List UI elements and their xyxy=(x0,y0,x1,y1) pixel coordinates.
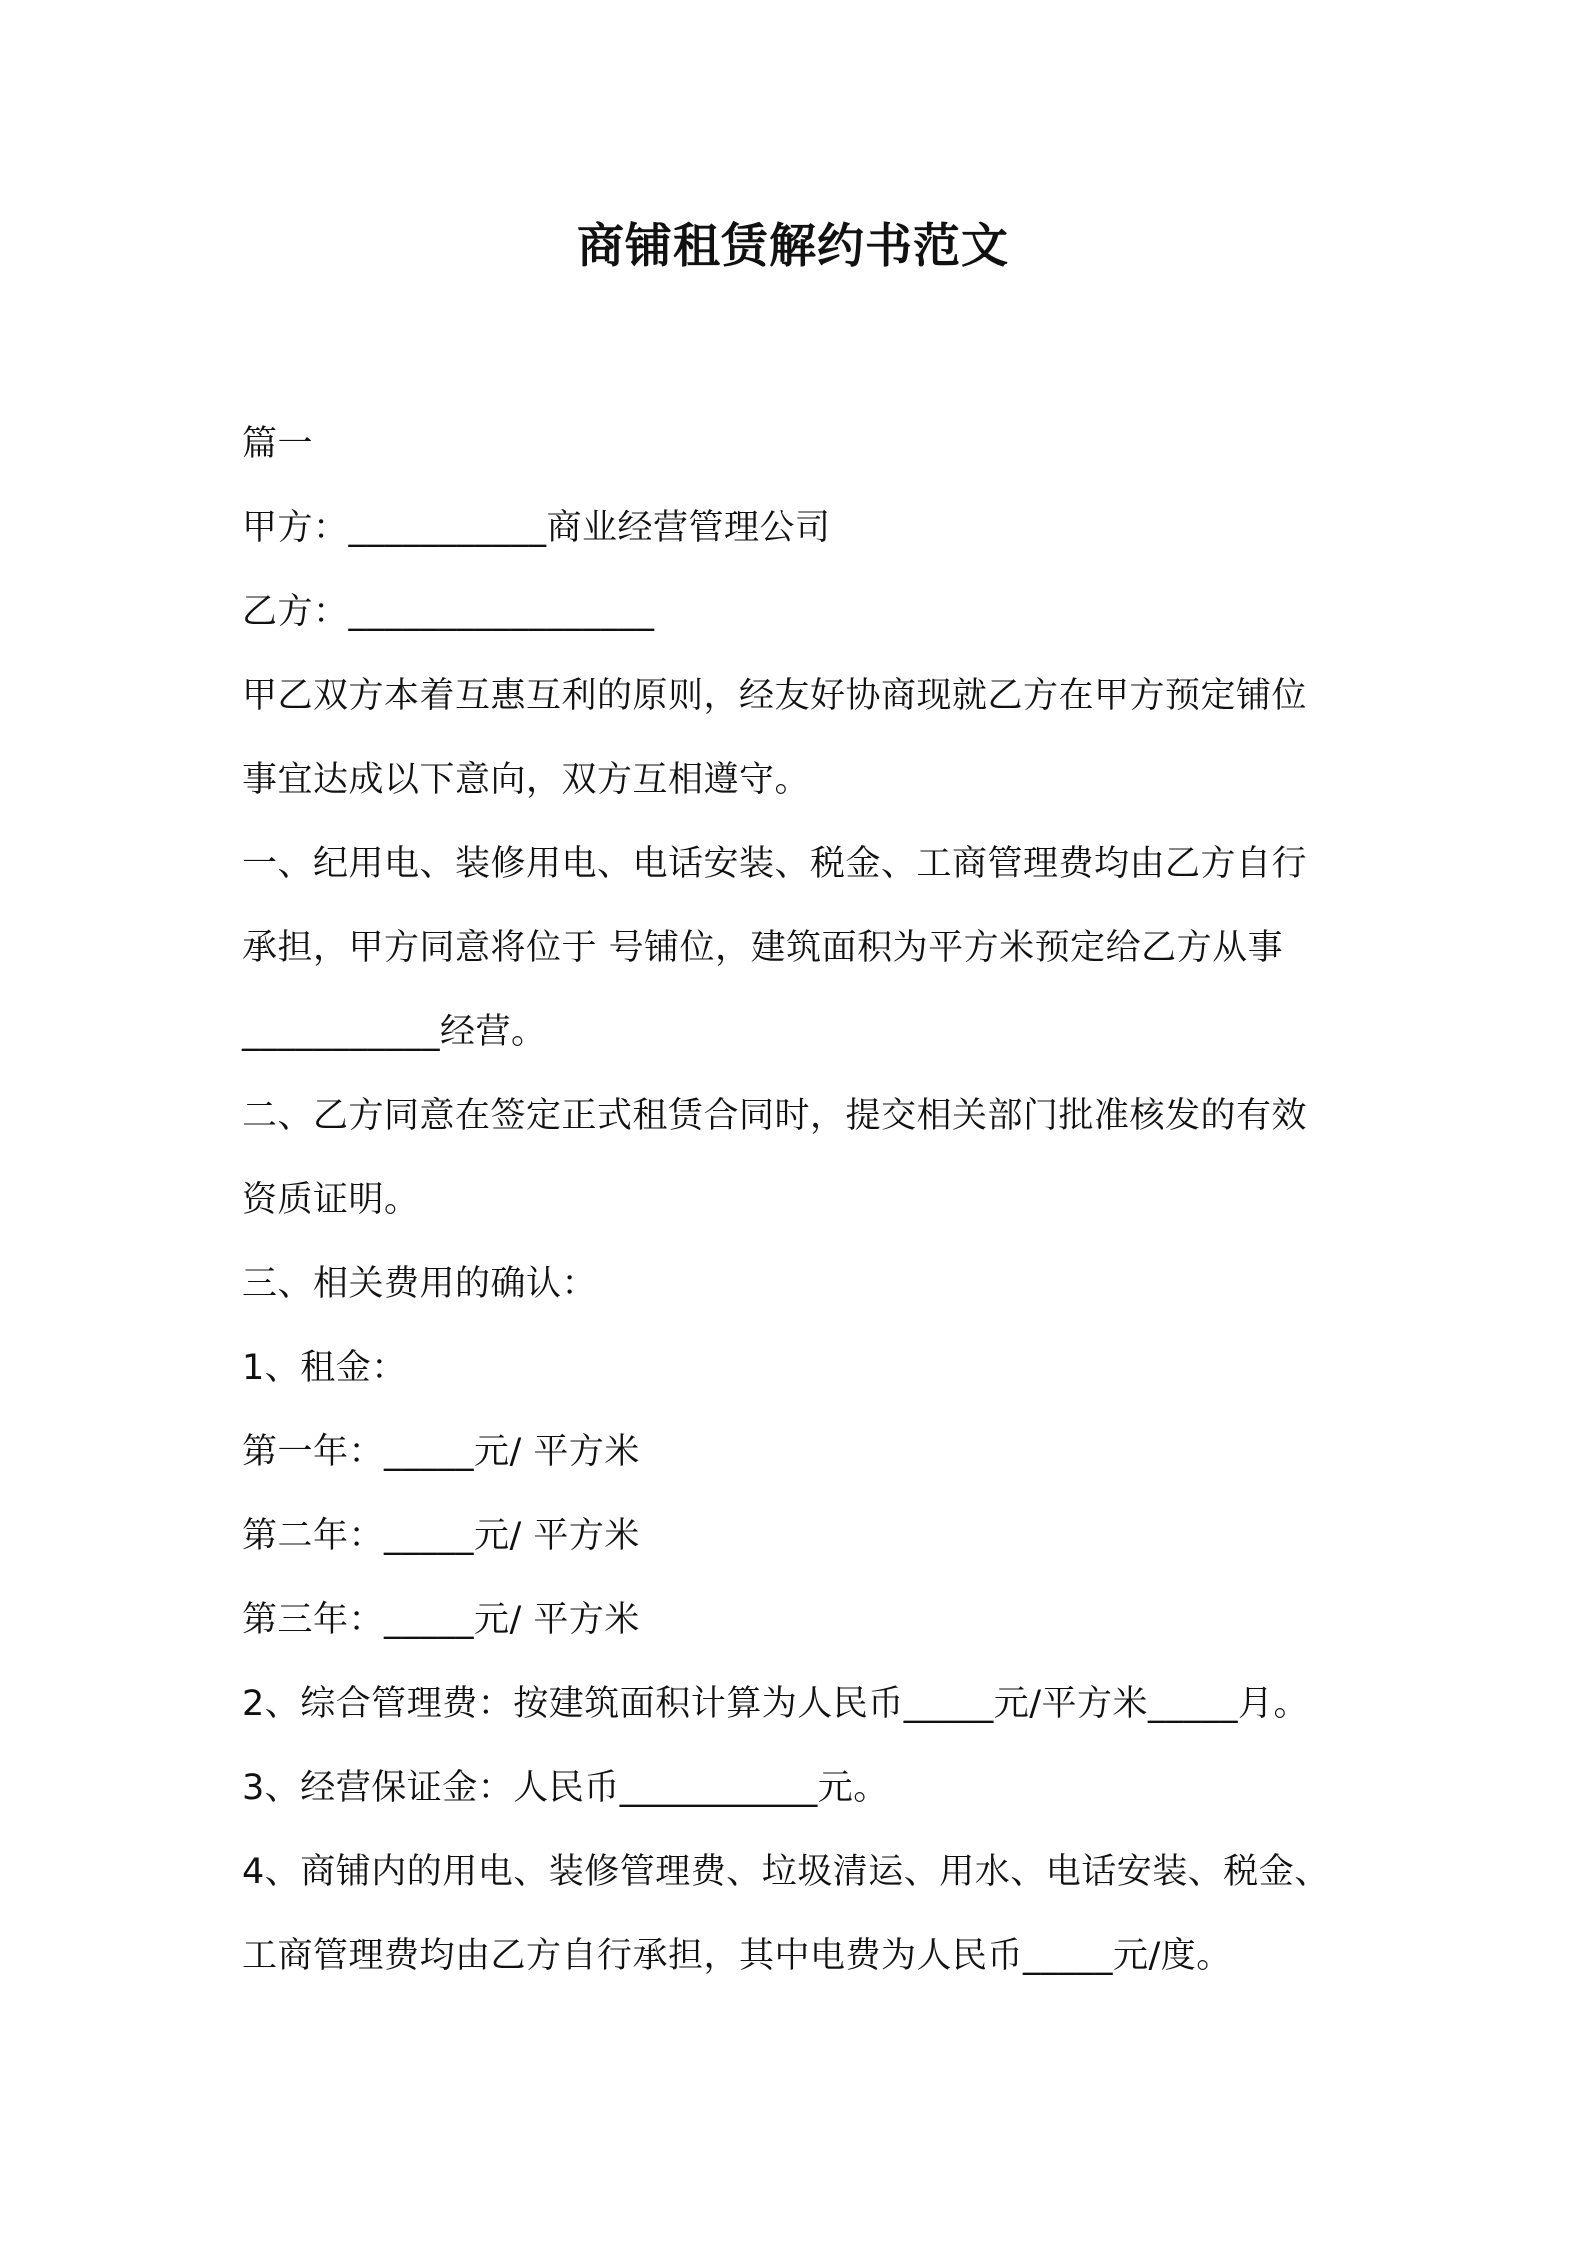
clause-2-line-1: 二、乙方同意在签定正式租赁合同时，提交相关部门批准核发的有效 xyxy=(242,1096,1308,1136)
rent-year-3: 第三年：_____元/ 平方米 xyxy=(242,1600,640,1640)
clause-1-line-1: 一、纪用电、装修用电、电话安装、税金、工商管理费均由乙方自行 xyxy=(242,844,1308,884)
clause-3-heading: 三、相关费用的确认： xyxy=(242,1264,598,1304)
rent-heading: 1、租金： xyxy=(242,1348,407,1388)
section-label: 篇一 xyxy=(242,424,314,464)
clause-1-line-2: 承担，甲方同意将位于 号铺位，建筑面积为平方米预定给乙方从事 xyxy=(242,928,1284,968)
utilities-line-1: 4、商铺内的用电、装修管理费、垃圾清运、用水、电话安装、税金、 xyxy=(242,1852,1330,1892)
clause-2-line-2: 资质证明。 xyxy=(242,1180,420,1220)
document-body xyxy=(242,402,1372,1998)
party-b-line: 乙方：_________________ xyxy=(242,592,655,632)
management-fee-line: 2、综合管理费：按建筑面积计算为人民币_____元/平方米_____月。 xyxy=(242,1684,1310,1724)
deposit-line: 3、经营保证金：人民币___________元。 xyxy=(242,1768,889,1808)
party-a-line: 甲方：___________商业经营管理公司 xyxy=(242,508,831,548)
rent-year-2: 第二年：_____元/ 平方米 xyxy=(242,1516,640,1556)
preamble-line-1: 甲乙双方本着互惠互利的原则，经友好协商现就乙方在甲方预定铺位 xyxy=(242,676,1308,716)
rent-year-1: 第一年：_____元/ 平方米 xyxy=(242,1432,640,1472)
preamble-line-2: 事宜达成以下意向，双方互相遵守。 xyxy=(242,760,811,800)
clause-1-line-3: ___________经营。 xyxy=(242,1012,547,1052)
utilities-line-2: 工商管理费均由乙方自行承担，其中电费为人民币_____元/度。 xyxy=(242,1936,1232,1976)
document-title: 商铺租赁解约书范文 xyxy=(577,219,1009,274)
